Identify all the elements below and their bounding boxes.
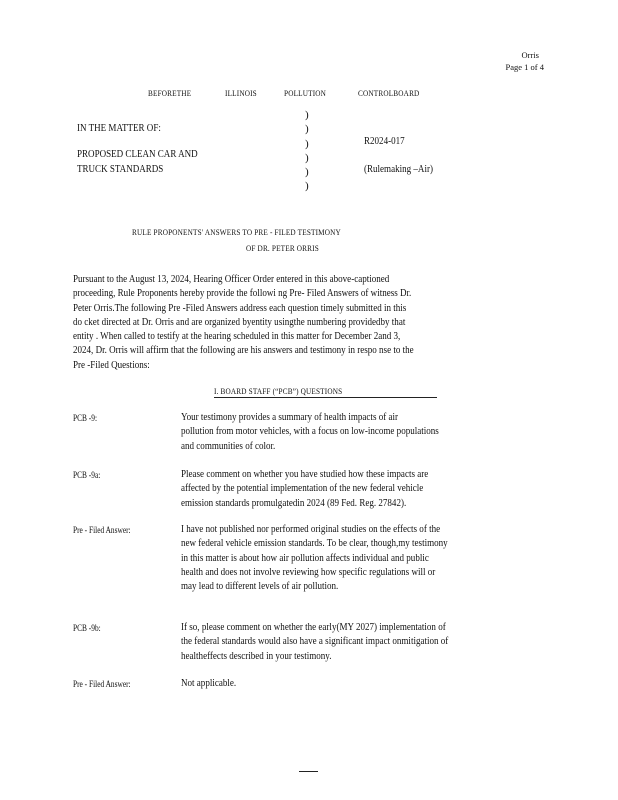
answer-text: I have not published nor performed original studies on the effects of the new federal vehicle emission standards. To be clear, though,my testimony in this matter is about how air pollution affects individual and public health and does not involve reviewing how specific regulations will or may lead to different levels of air pollution. (181, 524, 448, 593)
question-text: Your testimony provides a summary of health impacts of air pollution from motor vehicles, with a focus on low-income populations and communities of color. (181, 412, 439, 452)
question-text: If so, please comment on whether the early(MY 2027) implementation of the federal standards would also have a significant impact onmitigation of healtheffects described in your testimony. (181, 622, 449, 662)
intro-paragraph: Pursuant to the August 13, 2024, Hearing Officer Order entered in this above-captioned proceeding, Rule Proponents hereby provide the followi ng Pre- Filed Answers of witness Dr. Peter Orris.The following Pre -Filed Answers address each question timely submitted in this do cket directed at Dr. Orris and are organized byentity usingthe numbering providedby that entity . When called to testify at the hearing scheduled in this matter for December 2and 3, 2024, Dr. Orris will affirm that the following are his answers and testimony in respo nse to the Pre -Filed Questions: (73, 274, 414, 371)
page-number: Page 1 of 4 (505, 62, 544, 72)
answer-label: Pre - Filed Answer: (73, 679, 131, 689)
question-label: PCB -9: (73, 413, 97, 423)
question-label: PCB -9a: (73, 470, 101, 480)
section-heading-underline (214, 397, 437, 398)
caption-parentheses: ) ) ) ) ) ) (305, 109, 309, 193)
witness-name: Orris (521, 50, 539, 60)
answer-text: Not applicable. (181, 678, 237, 689)
footer-rule (299, 771, 318, 772)
docket-number: R2024-017 (364, 136, 405, 147)
question-text: Please comment on whether you have studied how these impacts are affected by the potential implementation of the new federal vehicle emission standards promulgatedin 2024 (89 Fed. Reg. 27842). (181, 469, 429, 509)
docket-type: (Rulemaking –Air) (364, 164, 433, 175)
doc-title-line2: OF DR. PETER ORRIS (246, 243, 319, 253)
section-heading: I. BOARD STAFF (“PCB”) QUESTIONS (214, 386, 343, 396)
question-label: PCB -9b: (73, 623, 101, 633)
answer-label: Pre - Filed Answer: (73, 525, 131, 535)
court-title-word: ILLINOIS (225, 88, 257, 98)
doc-title-line1: RULE PROPONENTS' ANSWERS TO PRE - FILED TESTIMONY (132, 227, 341, 237)
caption-left: IN THE MATTER OF: PROPOSED CLEAN CAR AND TRUCK STANDARDS (77, 123, 198, 175)
court-title-word: CONTROLBOARD (358, 88, 420, 98)
court-title-word: BEFORETHE (148, 88, 192, 98)
court-title-word: POLLUTION (284, 88, 327, 98)
